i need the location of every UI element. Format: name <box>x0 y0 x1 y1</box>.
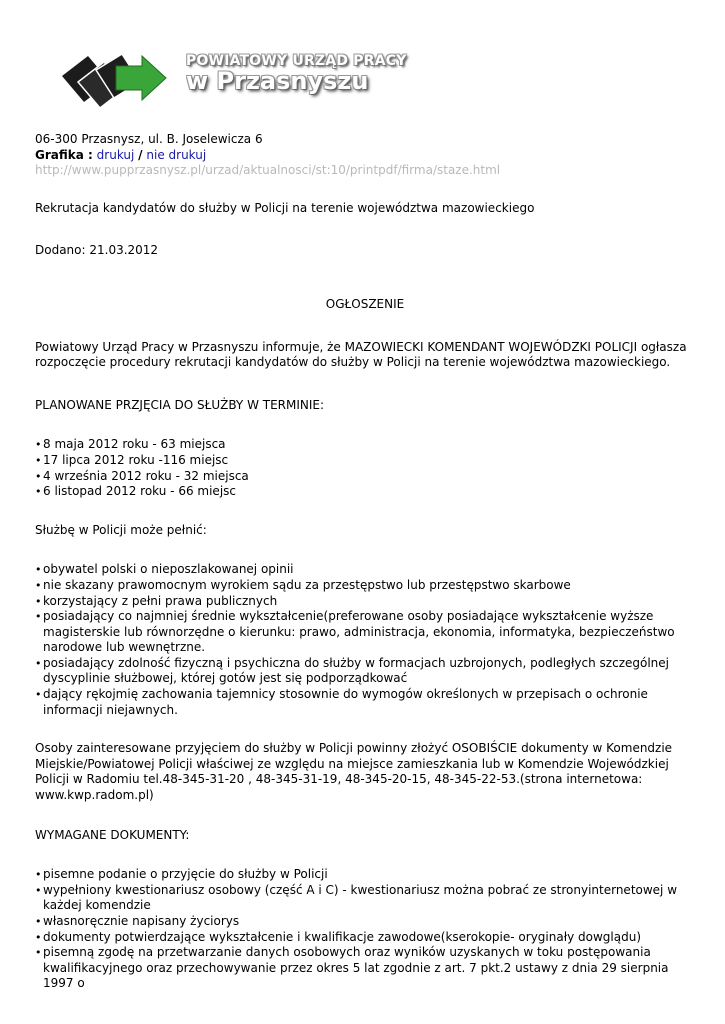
list-item: • korzystający z pełni prawa publicznych <box>43 594 695 610</box>
date-added: Dodano: 21.03.2012 <box>35 243 159 258</box>
documents-heading: WYMAGANE DOKUMENTY: <box>35 827 190 842</box>
logo-line-1: POWIATOWY URZĄD PRACY <box>186 53 407 69</box>
link-separator: / <box>138 147 143 162</box>
announcement-heading: OGŁOSZENIE <box>325 296 405 311</box>
page-content <box>35 132 695 992</box>
list-item: • dokumenty potwierdzające wykształcenie i kwalifikacje zawodowe(kserokopie- oryginały dowglądu) <box>43 930 695 946</box>
list-item: • własnoręcznie napisany życiorys <box>43 914 695 930</box>
list-item: • wypełniony kwestionariusz osobowy (część A i C) - kwestionariusz można pobrać ze stronyinternetowej w każdej komendzie <box>43 883 695 914</box>
list-item: • 17 lipca 2012 roku -116 miejsc <box>43 453 695 469</box>
list-item: • posiadający co najmniej średnie wykształcenie(preferowane osoby posiadające wykształcenie wyższe magisterskie lub równorzędne o kierunku: prawo, administracja, ekonomia, informatyka, bezpieczeństwo narodowe lub wewnętrzne. <box>43 609 695 656</box>
no-print-link[interactable]: nie drukuj <box>146 147 207 162</box>
eligibility-list <box>35 562 695 718</box>
logo-line-2: w Przasnyszu <box>186 67 369 95</box>
pup-logo <box>60 48 407 110</box>
planned-heading: PLANOWANE PRZJĘCIA DO SŁUŻBY W TERMINIE: <box>35 397 325 412</box>
graphics-label: Grafika : <box>35 147 93 162</box>
logo-cards-arrow-icon <box>60 48 190 110</box>
list-item: • 4 września 2012 roku - 32 miejsca <box>43 469 695 485</box>
graphics-toggle <box>35 148 695 164</box>
print-link[interactable]: drukuj <box>96 147 135 162</box>
article-title: Rekrutacja kandydatów do służby w Policji na terenie województwa mazowieckiego <box>35 200 535 215</box>
list-item: • 8 maja 2012 roku - 63 miejsca <box>43 437 695 453</box>
planned-list <box>35 437 695 499</box>
address: 06-300 Przasnysz, ul. B. Joselewicza 6 <box>35 132 263 146</box>
list-item: • pisemną zgodę na przetwarzanie danych osobowych oraz wyników uzyskanych w toku postępowania kwalifikacyjnego oraz przechowywanie przez okres 5 lat zgodnie z art. 7 pkt.2 ustawy z dnia 29 sierpnia 1997 o <box>43 945 695 992</box>
logo-wordmark <box>186 53 407 94</box>
list-item: • nie skazany prawomocnym wyrokiem sądu za przestępstwo lub przestępstwo skarbowe <box>43 578 695 594</box>
page-header <box>35 132 695 179</box>
documents-list <box>35 867 695 992</box>
eligibility-heading: Służbę w Policji może pełnić: <box>35 522 207 537</box>
page-url: http://www.pupprzasnysz.pl/urzad/aktualnosci/st:10/printpdf/firma/staze.html <box>35 163 501 178</box>
list-item: • dający rękojmię zachowania tajemnicy stosownie do wymogów określonych w przepisach o ochronie informacji niejawnych. <box>43 687 695 718</box>
submission-paragraph: Osoby zainteresowane przyjęciem do służby w Policji powinny złożyć OSOBIŚCIE dokumenty w Komendzie Miejskie/Powiatowej Policji właściwej ze względu na miejsce zamieszkania lub w Komendzie Wojewódzkiej Policji w Radomiu tel.48-345-31-20 , 48-345-31-19, 48-345-20-15, 48-345-22-53.(strona internetowa: www.kwp.radom.pl) <box>35 741 673 803</box>
list-item: • obywatel polski o nieposzlakowanej opinii <box>43 562 695 578</box>
list-item: • 6 listopad 2012 roku - 66 miejsc <box>43 484 695 500</box>
list-item: • posiadający zdolność fizyczną i psychiczna do służby w formacjach uzbrojonych, podległych szczególnej dyscyplinie służbowej, której gotów jest się podporządkować <box>43 656 695 687</box>
list-item: • pisemne podanie o przyjęcie do służby w Policji <box>43 867 695 883</box>
intro-paragraph: Powiatowy Urząd Pracy w Przasnyszu informuje, że MAZOWIECKI KOMENDANT WOJEWÓDZKI POLICJI ogłasza rozpoczęcie procedury rekrutacji kandydatów do służby w Policji na terenie województwa mazowieckiego. <box>35 339 687 370</box>
